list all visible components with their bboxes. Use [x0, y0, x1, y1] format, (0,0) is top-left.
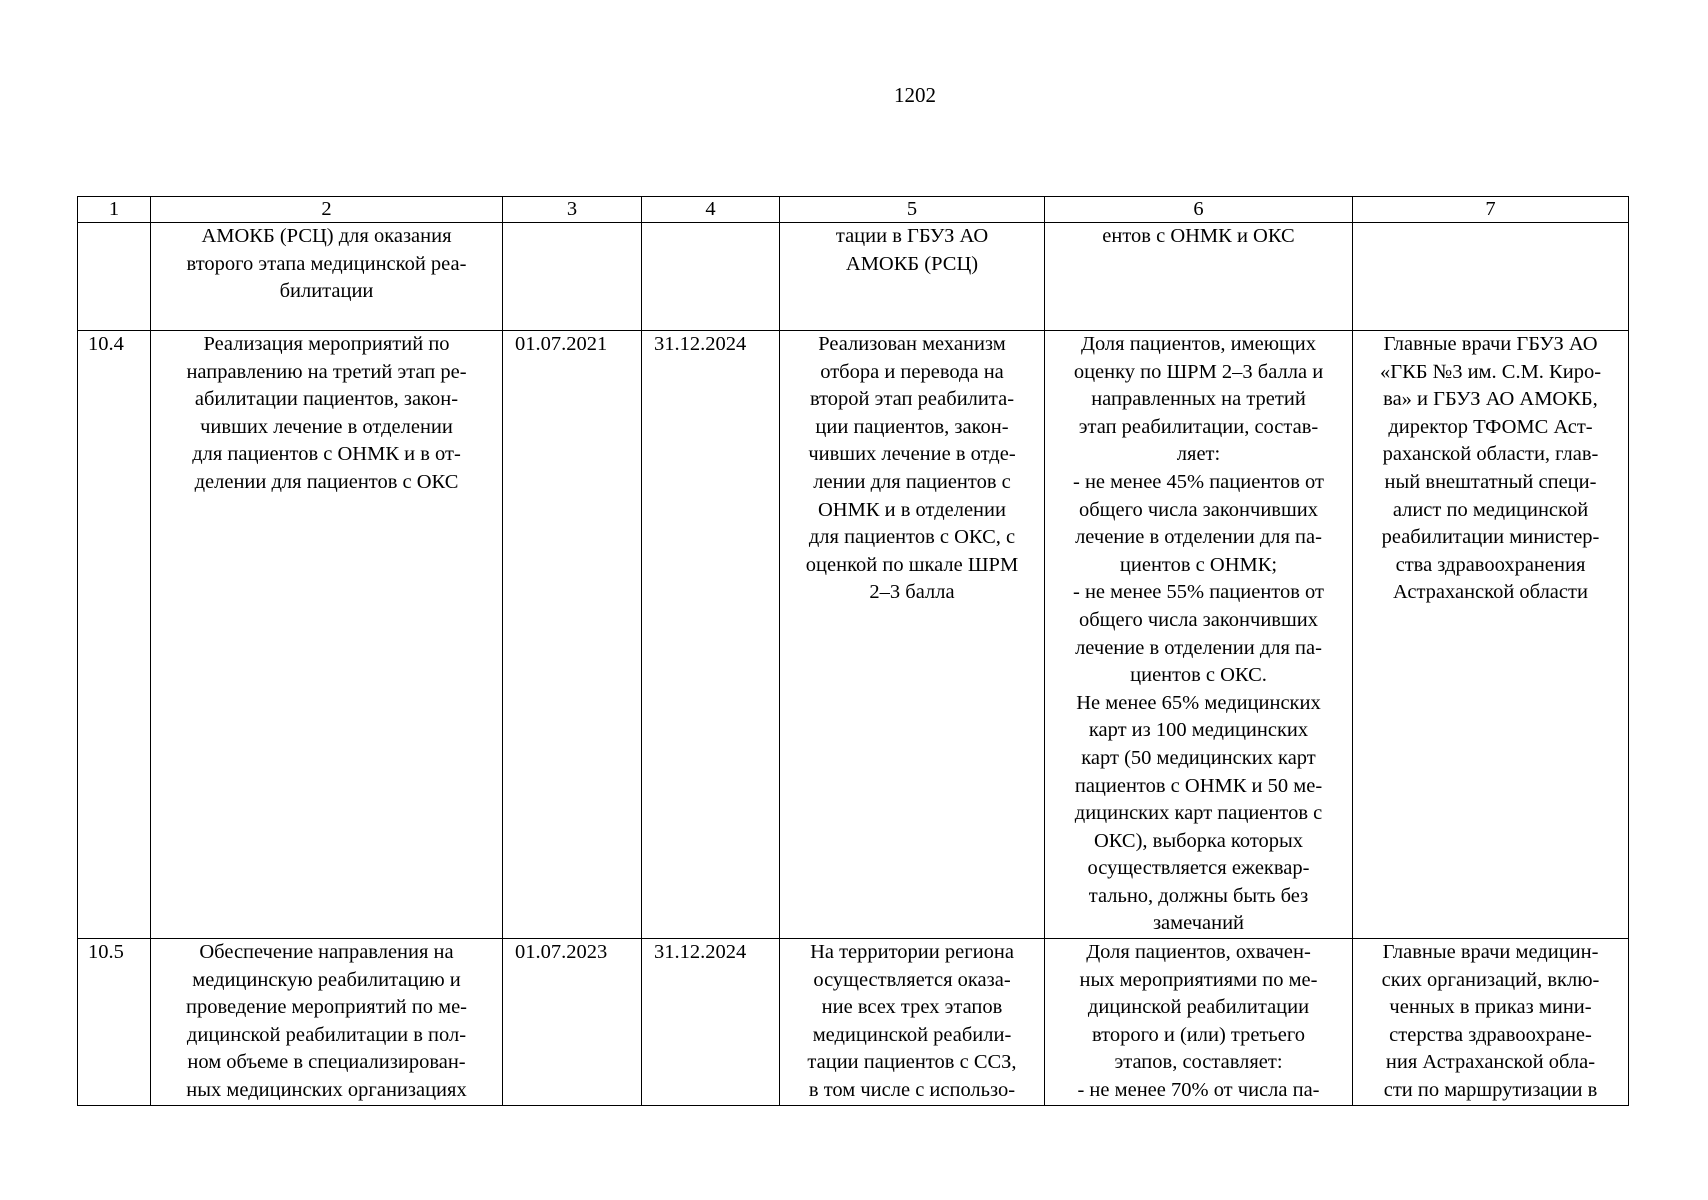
cell-responsible: Главные врачи ГБУЗ АО «ГКБ №3 им. С.М. Киро- ва» и ГБУЗ АО АМОКБ, директор ТФОМС Аст- раханской области, глав- ный внештатный специ- алист по медицинской реабилитации министер- ства здравоохранения Астраханской области: [1353, 331, 1629, 939]
cell-number: [78, 223, 151, 331]
cell-indicator: Доля пациентов, охвачен- ных мероприятиями по ме- дицинской реабилитации второго и (или) третьего этапов, составляет: - не менее 70% от числа па-: [1045, 939, 1353, 1106]
cell-activity: Реализация мероприятий по направлению на третий этап ре- абилитации пациентов, закон- чивших лечение в отделении для пациентов с ОНМК и в от- делении для пациентов с ОКС: [151, 331, 503, 939]
cell-number: 10.5: [78, 939, 151, 1106]
cell-end-date: 31.12.2024: [642, 939, 780, 1106]
cell-number: 10.4: [78, 331, 151, 939]
cell-activity: АМОКБ (РСЦ) для оказания второго этапа медицинской реа- билитации: [151, 223, 503, 331]
table-row-continuation: [78, 223, 1629, 331]
cell-responsible: [1353, 223, 1629, 331]
column-header: 2: [151, 197, 503, 223]
column-number-row: [78, 197, 1629, 223]
cell-start-date: [503, 223, 642, 331]
cell-end-date: 31.12.2024: [642, 331, 780, 939]
cell-responsible: Главные врачи медицин- ских организаций, вклю- ченных в приказ мини- стерства здравоохране- ния Астраханской обла- сти по маршрутизации в: [1353, 939, 1629, 1106]
cell-start-date: 01.07.2023: [503, 939, 642, 1106]
page-number: 1202: [894, 83, 936, 107]
cell-end-date: [642, 223, 780, 331]
cell-indicator: Доля пациентов, имеющих оценку по ШРМ 2–3 балла и направленных на третий этап реабилитации, состав- ляет: - не менее 45% пациентов от общего числа закончивших лечение в отделении для па- циентов с ОНМК; - не менее 55% пациентов от общего числа закончивших лечение в отделении для па- циентов с ОКС. Не менее 65% медицинских карт из 100 медицинских карт (50 медицинских карт пациентов с ОНМК и 50 ме- дицинских карт пациентов с ОКС), выборка которых осуществляется ежеквар- тально, должны быть без замечаний: [1045, 331, 1353, 939]
cell-result: тации в ГБУЗ АО АМОКБ (РСЦ): [780, 223, 1045, 331]
column-header: 1: [78, 197, 151, 223]
column-header: 4: [642, 197, 780, 223]
column-header: 6: [1045, 197, 1353, 223]
cell-start-date: 01.07.2021: [503, 331, 642, 939]
table-row: [78, 331, 1629, 939]
column-header: 7: [1353, 197, 1629, 223]
plan-table: [77, 196, 1629, 1106]
table-row: [78, 939, 1629, 1106]
cell-result: На территории региона осуществляется оказа- ние всех трех этапов медицинской реабили- тации пациентов с ССЗ, в том числе с использо-: [780, 939, 1045, 1106]
column-header: 3: [503, 197, 642, 223]
column-header: 5: [780, 197, 1045, 223]
cell-result: Реализован механизм отбора и перевода на второй этап реабилита- ции пациентов, закон- чивших лечение в отде- лении для пациентов с ОНМК и в отделении для пациентов с ОКС, с оценкой по шкале ШРМ 2–3 балла: [780, 331, 1045, 939]
cell-activity: Обеспечение направления на медицинскую реабилитацию и проведение мероприятий по ме- дицинской реабилитации в пол- ном объеме в специализирован- ных медицинских организациях: [151, 939, 503, 1106]
cell-indicator: ентов с ОНМК и ОКС: [1045, 223, 1353, 331]
